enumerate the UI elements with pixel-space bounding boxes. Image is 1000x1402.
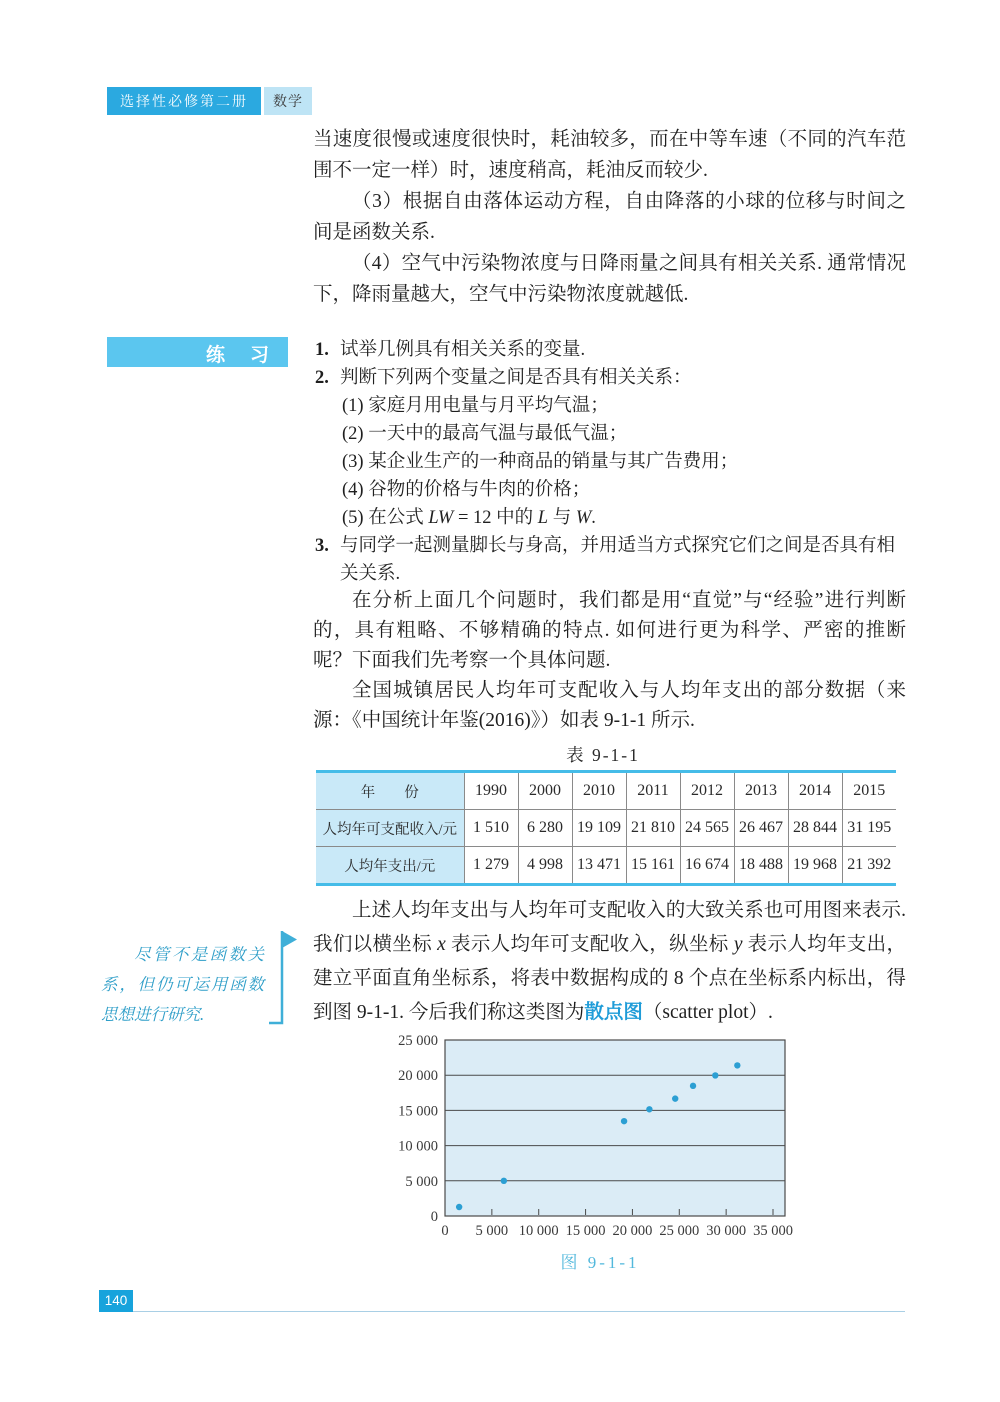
exercise-subitem-2: (2) 一天中的最高气温与最低气温； [342, 424, 628, 444]
exercise-item-text: 判断下列两个变量之间是否具有相关关系： [340, 368, 692, 388]
page-number-badge: 140 [99, 1290, 133, 1312]
scatter-text: 表示人均年支出，建立平面直角坐标系，将表中数据构成的 8 个点在坐标系内标出，得到图 9-1-1. 今后我们称这类图为 [313, 934, 906, 1023]
value-cell: 15 161 [626, 847, 680, 885]
svg-text:20 000: 20 000 [612, 1223, 653, 1239]
subitem5-text: (5) 在公式 [342, 508, 429, 528]
value-cell: 21 810 [626, 810, 680, 847]
margin-note: 尽管不是函数关系，但仍可运用函数思想进行研究. [101, 945, 264, 1024]
table-row [316, 847, 896, 885]
table-row [316, 810, 896, 847]
year-cell: 2010 [572, 772, 626, 810]
exercise-subitem-1: (1) 家庭月用电量与月平均气温； [342, 396, 609, 416]
scatter-plot-term: 散点图 [584, 1002, 643, 1023]
year-cell: 2013 [734, 772, 788, 810]
value-cell: 24 565 [680, 810, 734, 847]
svg-text:0: 0 [441, 1223, 449, 1239]
scatter-point [646, 1106, 652, 1112]
scatter-point [672, 1095, 678, 1101]
footer-rule [99, 1311, 905, 1312]
scatter-section [313, 894, 906, 1030]
exercise-subitem-3: (3) 某企业生产的一种商品的销量与其广告费用； [342, 452, 739, 472]
exercise-item-2 [315, 364, 907, 392]
exercise-item-number: 2. [315, 368, 329, 388]
math-variable-w: W [575, 508, 592, 528]
svg-text:20 000: 20 000 [398, 1068, 438, 1085]
row-label-cell: 人均年可支配收入/元 [316, 810, 464, 847]
value-cell: 6 280 [518, 810, 572, 847]
row-label-cell: 人均年支出/元 [316, 847, 464, 885]
value-cell: 1 279 [464, 847, 518, 885]
exercise-item-number: 3. [315, 536, 329, 556]
value-cell: 21 392 [842, 847, 896, 885]
year-cell: 2011 [626, 772, 680, 810]
scatter-text: 上述人均年支出与人均年可支配收入的大致关系也可用图来表示. 我们以横坐标 [313, 900, 906, 955]
subject-badge: 数学 [264, 87, 312, 115]
exercise-item-number: 1. [315, 340, 329, 360]
exercise-subitem-4: (4) 谷物的价格与牛肉的价格； [342, 480, 591, 500]
subitem5-text: . [591, 508, 596, 528]
svg-text:5 000: 5 000 [405, 1173, 438, 1190]
scatter-point [712, 1072, 718, 1078]
svg-text:15 000: 15 000 [565, 1223, 606, 1239]
scatter-text: （scatter plot）. [642, 1002, 773, 1023]
margin-note-flag-icon [268, 930, 298, 1030]
discussion-paragraph-1: 在分析上面几个问题时，我们都是用“直觉”与“经验”进行判断的，具有粗略、不够精确的特点. 如何进行更为科学、严密的推断呢？下面我们先考察一个具体问题. [313, 590, 906, 671]
year-cell: 2014 [788, 772, 842, 810]
math-variable-y: y [733, 934, 743, 955]
exercise-item-3 [315, 532, 907, 588]
scatter-point [501, 1178, 507, 1184]
svg-text:5 000: 5 000 [475, 1223, 509, 1239]
series-badge: 选择性必修第二册 [107, 87, 261, 115]
table-caption: 表 9-1-1 [566, 745, 640, 765]
value-cell: 16 674 [680, 847, 734, 885]
value-cell: 1 510 [464, 810, 518, 847]
svg-text:0: 0 [430, 1209, 438, 1225]
discussion-paragraph-2: 全国城镇居民人均年可支配收入与人均年支出的部分数据（来源：《中国统计年鉴(2016)》）如表 9-1-1 所示. [313, 680, 906, 731]
intro-section [313, 124, 906, 310]
svg-text:15 000: 15 000 [398, 1103, 438, 1120]
value-cell: 19 109 [572, 810, 626, 847]
intro-paragraph-2: （3）根据自由落体运动方程，自由降落的小球的位移与时间之间是函数关系. [313, 191, 906, 243]
exercise-list [315, 336, 907, 588]
exercise-badge: 练 习 [107, 337, 288, 367]
year-cell: 2015 [842, 772, 896, 810]
page-header [107, 87, 312, 115]
intro-paragraph-3: （4）空气中污染物浓度与日降雨量之间具有相关关系. 通常情况下，降雨量越大，空气中污染物浓度就越低. [313, 253, 906, 305]
scatter-point [621, 1118, 627, 1124]
exercise-item-text: 试举几例具有相关关系的变量. [340, 340, 586, 360]
value-cell: 19 968 [788, 847, 842, 885]
year-cell: 1990 [464, 772, 518, 810]
subitem5-text: 与 [548, 508, 576, 528]
value-cell: 18 488 [734, 847, 788, 885]
scatter-paragraph [313, 894, 906, 1030]
income-expenditure-table [316, 770, 896, 886]
subitem5-text: = 12 中的 [453, 508, 538, 528]
table-header-row [316, 772, 896, 810]
discussion-section [313, 586, 906, 736]
scatter-text: 表示人均年可支配收入，纵坐标 [445, 934, 734, 955]
exercise-item-1 [315, 336, 907, 364]
value-cell: 13 471 [572, 847, 626, 885]
math-variable-l: L [537, 508, 549, 528]
intro-paragraph-1: 当速度很慢或速度很快时，耗油较多，而在中等车速（不同的汽车范围不一定一样）时，速度稍高，耗油反而较少. [313, 129, 906, 181]
value-cell: 28 844 [788, 810, 842, 847]
math-variable-lw: LW [428, 508, 454, 528]
figure-caption: 图 9-1-1 [560, 1253, 640, 1272]
scatter-point [734, 1062, 740, 1068]
value-cell: 26 467 [734, 810, 788, 847]
value-cell: 4 998 [518, 847, 572, 885]
svg-text:25 000: 25 000 [659, 1223, 700, 1239]
exercise-subitem-5 [342, 504, 907, 532]
exercise-item-text: 与同学一起测量脚长与身高，并用适当方式探究它们之间是否具有相关关系. [340, 536, 896, 584]
svg-text:30 000: 30 000 [706, 1223, 747, 1239]
scatter-figure [390, 1028, 810, 1273]
year-cell: 2000 [518, 772, 572, 810]
table-corner-cell: 年 份 [316, 772, 464, 810]
svg-text:25 000: 25 000 [398, 1033, 438, 1049]
scatter-chart-svg [390, 1028, 810, 1246]
math-variable-x: x [437, 934, 446, 955]
scatter-point [456, 1204, 462, 1210]
year-cell: 2012 [680, 772, 734, 810]
svg-text:10 000: 10 000 [518, 1223, 559, 1239]
svg-text:35 000: 35 000 [753, 1223, 793, 1239]
scatter-point [690, 1083, 696, 1089]
svg-text:10 000: 10 000 [398, 1138, 438, 1155]
value-cell: 31 195 [842, 810, 896, 847]
